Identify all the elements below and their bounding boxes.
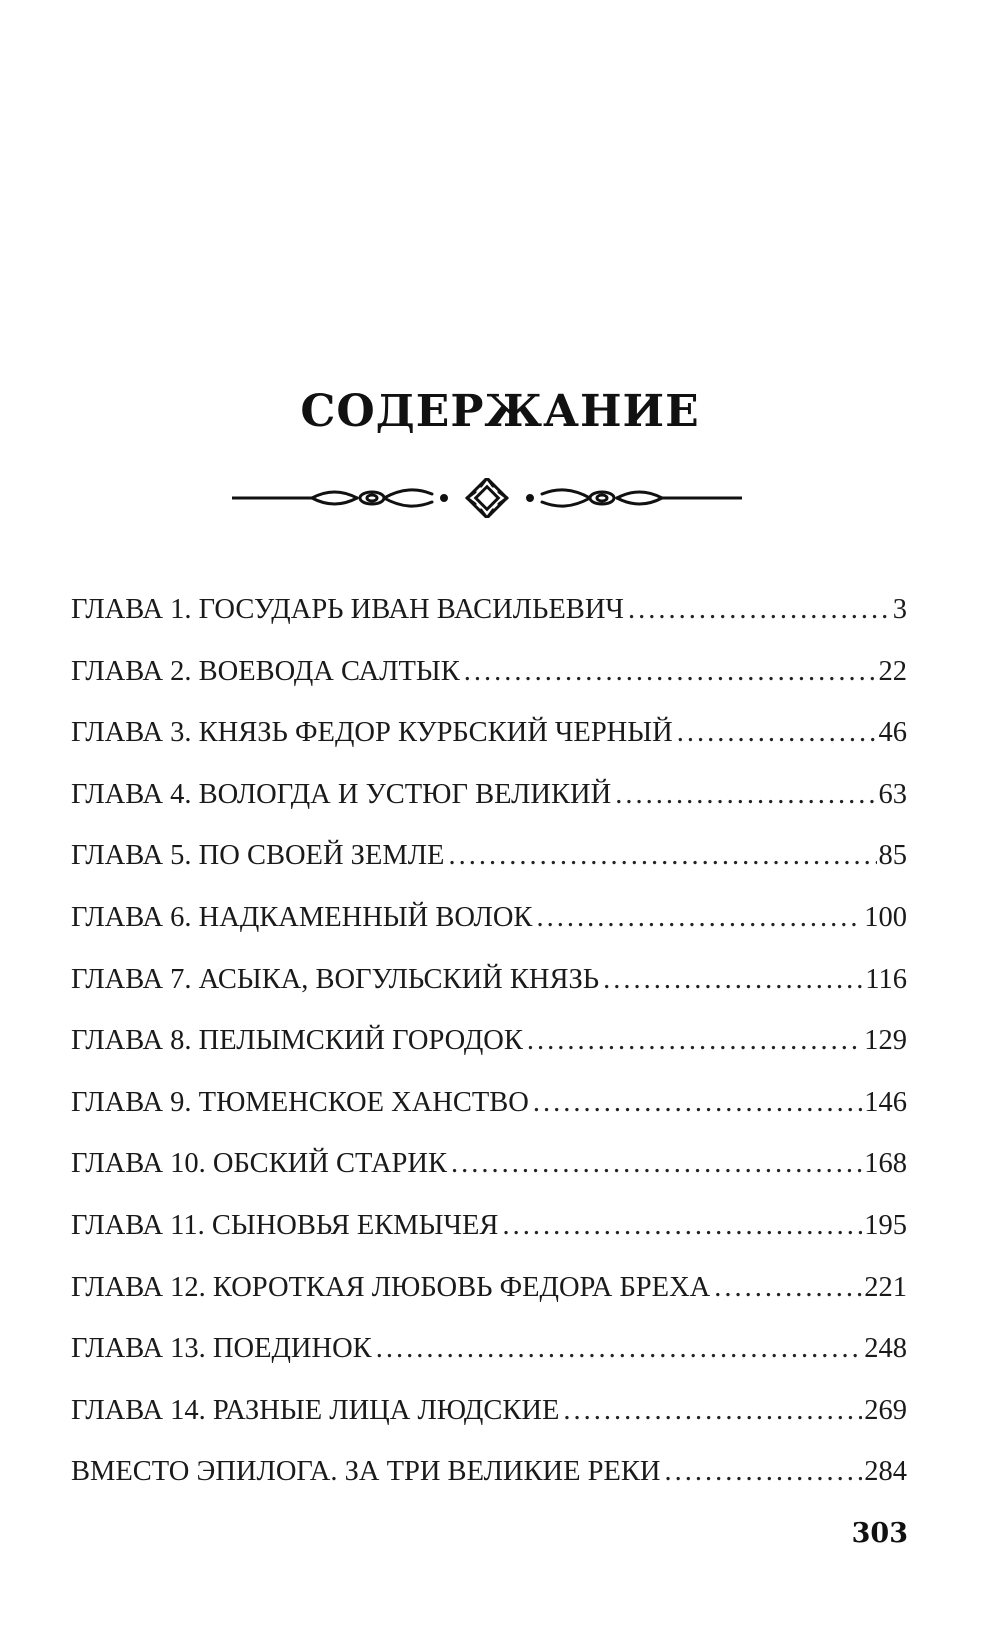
toc-entry-title: ГЛАВА 1. ГОСУДАРЬ ИВАН ВАСИЛЬЕВИЧ (71, 594, 624, 625)
toc-entry-title: ГЛАВА 8. ПЕЛЫМСКИЙ ГОРОДОК (71, 1025, 523, 1057)
dot-leader (536, 898, 862, 938)
toc-entry-2[interactable] (71, 652, 907, 714)
toc-entry-page: 100 (864, 901, 907, 933)
toc-entry-page: 3 (892, 594, 907, 625)
dot-leader (664, 1452, 862, 1492)
toc-entry-title: ГЛАВА 12. КОРОТКАЯ ЛЮБОВЬ ФЕДОРА БРЕХА (71, 1271, 711, 1303)
table-of-contents (71, 590, 907, 1514)
dot-leader (376, 1329, 863, 1369)
toc-entry-page: 284 (864, 1456, 907, 1488)
toc-entry-title: ГЛАВА 7. АСЫКА, ВОГУЛЬСКИЙ КНЯЗЬ (71, 963, 600, 995)
dot-leader (527, 1021, 862, 1061)
dot-leader (615, 775, 876, 815)
page-title: СОДЕРЖАНИЕ (300, 386, 700, 437)
toc-entry-title: ГЛАВА 9. ТЮМЕНСКОЕ ХАНСТВО (71, 1086, 529, 1118)
toc-entry-page: 116 (865, 963, 907, 995)
toc-entry-page: 248 (864, 1333, 907, 1365)
toc-entry-4[interactable] (71, 775, 907, 837)
toc-entry-6[interactable] (71, 898, 907, 960)
toc-entry-15[interactable] (71, 1452, 907, 1514)
toc-entry-title: ГЛАВА 5. ПО СВОЕЙ ЗЕМЛЕ (71, 840, 445, 872)
toc-entry-title: ВМЕСТО ЭПИЛОГА. ЗА ТРИ ВЕЛИКИЕ РЕКИ (71, 1456, 661, 1488)
toc-entry-page: 269 (864, 1394, 907, 1426)
toc-entry-8[interactable] (71, 1021, 907, 1083)
toc-entry-page: 195 (864, 1209, 907, 1241)
dot-leader (714, 1268, 862, 1308)
toc-entry-title: ГЛАВА 13. ПОЕДИНОК (71, 1333, 372, 1365)
toc-entry-14[interactable] (71, 1391, 907, 1453)
dot-leader (502, 1206, 862, 1246)
toc-entry-7[interactable] (71, 960, 907, 1022)
toc-entry-page: 129 (864, 1025, 907, 1057)
dot-leader (448, 836, 876, 876)
dot-leader (451, 1144, 862, 1184)
toc-entry-title: ГЛАВА 4. ВОЛОГДА И УСТЮГ ВЕЛИКИЙ (71, 778, 612, 810)
toc-entry-page: 168 (864, 1148, 907, 1180)
toc-entry-3[interactable] (71, 713, 907, 775)
toc-entry-10[interactable] (71, 1144, 907, 1206)
dot-leader (628, 590, 891, 630)
toc-entry-title: ГЛАВА 14. РАЗНЫЕ ЛИЦА ЛЮДСКИЕ (71, 1394, 560, 1426)
toc-entry-page: 46 (878, 717, 907, 749)
dot-leader (603, 960, 863, 1000)
toc-entry-title: ГЛАВА 3. КНЯЗЬ ФЕДОР КУРБСКИЙ ЧЕРНЫЙ (71, 717, 673, 749)
toc-entry-title: ГЛАВА 10. ОБСКИЙ СТАРИК (71, 1148, 447, 1180)
toc-entry-5[interactable] (71, 836, 907, 898)
toc-entry-12[interactable] (71, 1268, 907, 1330)
toc-entry-9[interactable] (71, 1083, 907, 1145)
toc-entry-title: ГЛАВА 6. НАДКАМЕННЫЙ ВОЛОК (71, 901, 533, 933)
toc-entry-page: 22 (878, 655, 907, 687)
toc-entry-page: 146 (864, 1086, 907, 1118)
toc-entry-1[interactable] (71, 590, 907, 652)
toc-entry-title: ГЛАВА 11. СЫНОВЬЯ ЕКМЫЧЕЯ (71, 1209, 499, 1241)
toc-entry-page: 85 (878, 840, 907, 872)
toc-entry-page: 221 (864, 1271, 907, 1303)
dot-leader (464, 652, 877, 692)
page-number: 303 (851, 1518, 908, 1549)
toc-entry-13[interactable] (71, 1329, 907, 1391)
dot-leader (677, 713, 877, 753)
toc-entry-page: 63 (878, 778, 907, 810)
dot-leader (533, 1083, 862, 1123)
knot-ornament-icon (232, 478, 742, 518)
toc-entry-title: ГЛАВА 2. ВОЕВОДА САЛТЫК (71, 655, 460, 687)
dot-leader (563, 1391, 862, 1431)
toc-entry-11[interactable] (71, 1206, 907, 1268)
